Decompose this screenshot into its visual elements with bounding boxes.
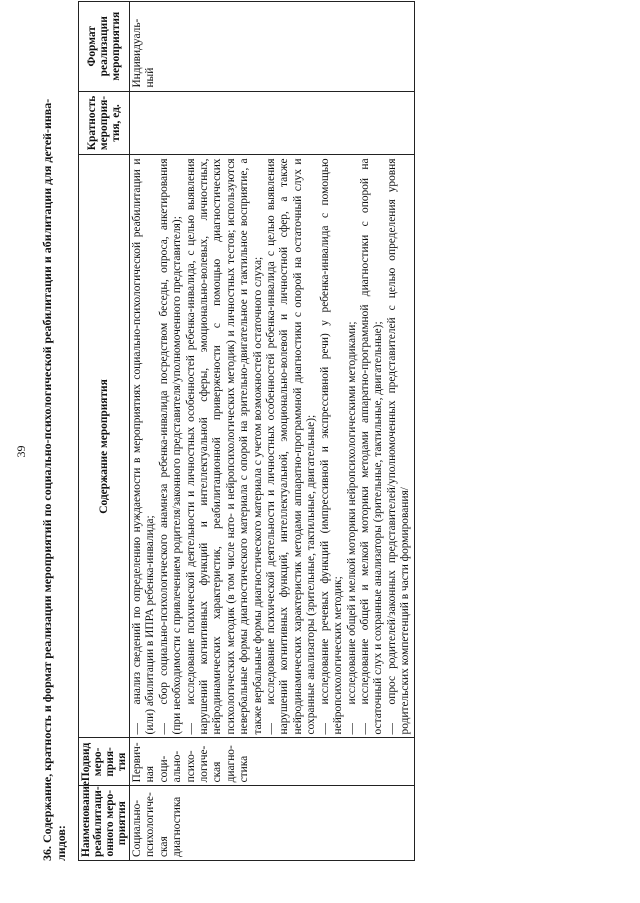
title-line-1: 36. Содержание, кратность и формат реализации мероприятий по социально-психологической реабилитации и абилитации для детей-инва- xyxy=(40,98,54,861)
cell-name: Социально-психологиче-ская диагностика xyxy=(130,786,415,861)
content-item: —исследование психической деятельности и личностных особенностей ребенка-инвалида с целью выявления нарушений когнитивных функций, интеллектуальной, эмоционально-волевой и личностной сфер, а также нейродинамических характеристик методами аппаратно-программной диагностики с опорой на остаточный слух и сохранные анализаторы (зрительные, тактильные, двигательные); xyxy=(265,158,318,735)
content-item: —исследование речевых функций (импрессивной и экспрессивной речи) у ребенка-инвалида с помощью нейропсихологических методик; xyxy=(318,158,345,735)
content-item: —исследование общей и мелкой моторики нейропсихологическими методиками; xyxy=(345,321,358,735)
cell-subtype: Первич-ная соци-ально-психо-логиче-ская диагно-стика xyxy=(130,738,415,786)
cell-frequency xyxy=(130,91,415,155)
page-number: 39 xyxy=(14,445,28,458)
header-frequency: Кратность мероприя-тия, ед. xyxy=(79,91,130,155)
title-line-2: лидов: xyxy=(54,825,68,861)
table-header-row xyxy=(79,2,130,861)
header-subtype: Подвид меро-прия-тия xyxy=(79,738,130,786)
content-item: —исследование общей и мелкой моторики методами аппаратно-программной диагностики с опорой на остаточный слух и сохранные анализаторы (зрительные, тактильные, двигательные); xyxy=(358,158,385,735)
header-name: Наименование реабилитаци-онного меро-приятия xyxy=(79,786,130,861)
header-content: Содержание мероприятия xyxy=(79,155,130,738)
cell-content xyxy=(130,155,415,738)
content-item: —сбор социально-психологического анамнеза ребенка-инвалида посредством беседы, опроса, анкетирования (при необходимости с привлечением родителя/законного представителя/уполномоченного представителя); xyxy=(157,158,184,735)
table-row xyxy=(130,2,415,861)
content-item: —исследование психической деятельности и личностных особенностей ребенка-инвалида, с целью выявления нарушений когнитивных функций и интеллектуальной сферы, эмоционально-волевых, личностных, нейродинамических характеристик, реабилитационной привержености с помощью диагностических психологических методик (в том числе нато- и нейропсихологических методик) и личностных тестов; используются невербальные формы диагностического материала с опорой на зрительно-двигательное и тактильное восприятие, а также вербальные формы диагностического материала с учетом возможностей остаточного слуха; xyxy=(184,158,264,735)
content-item: —анализ сведений по определению нуждаемости в мероприятиях социально-психологической реабилитации и (или) абилитации в ИПРА ребенка-инвалида; xyxy=(131,158,157,735)
content-item: —опрос родителей/законных представителей/уполномоченных представителей с целью определения уровня родительских компетенций в части формирования/ xyxy=(385,158,412,735)
header-format: Формат реализации мероприятия xyxy=(79,2,130,92)
cell-format: Индивидуаль-ный xyxy=(130,2,415,92)
section-title xyxy=(40,1,68,861)
rehabilitation-table xyxy=(78,1,415,861)
